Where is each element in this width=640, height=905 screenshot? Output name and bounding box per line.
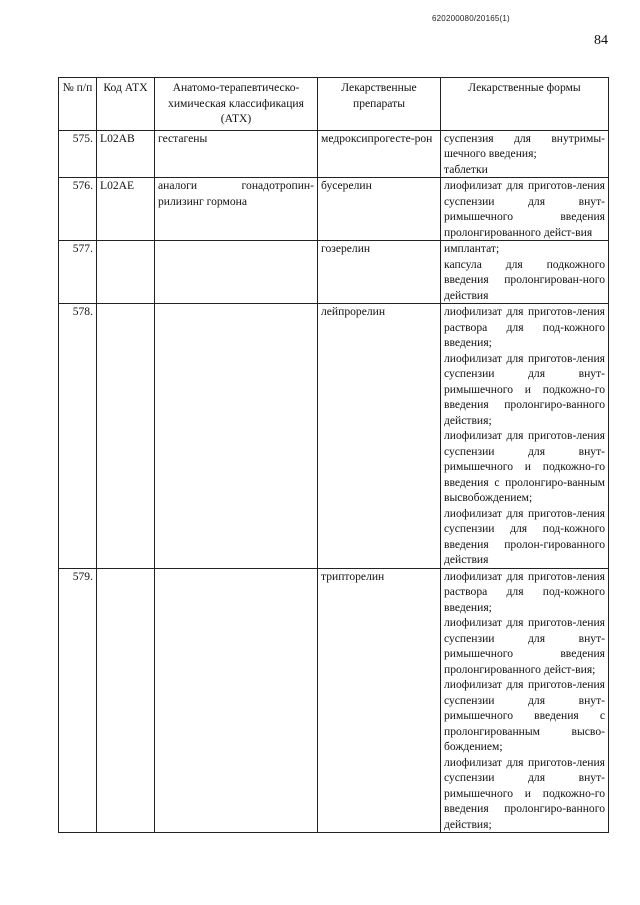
dosage-form-item: имплантат;: [444, 242, 500, 255]
cell-code: [97, 568, 155, 833]
cell-code: L02AE: [97, 178, 155, 241]
cell-classification: [155, 304, 318, 569]
dosage-form-item: лиофилизат для приготов-ления суспензии для внут-римышечного введения с пролонгированным высво-бождением;: [444, 678, 605, 753]
cell-code: L02AB: [97, 130, 155, 178]
cell-num: 576.: [59, 178, 97, 241]
header-classification: Анатомо-терапевтическо-химическая классификация (АТХ): [155, 78, 318, 131]
cell-num: 575.: [59, 130, 97, 178]
header-num: № п/п: [59, 78, 97, 131]
dosage-form-item: суспензия для внутримы-шечного введения;: [444, 131, 605, 160]
cell-classification: [155, 241, 318, 304]
atx-table: [58, 77, 609, 833]
header-code: Код АТХ: [97, 78, 155, 131]
dosage-form-item: лиофилизат для приготов-ления суспензии для внут-римышечного введения пролонгированного дейст-вия: [444, 179, 605, 239]
dosage-form-item: лиофилизат для приготов-ления раствора для под-кожного введения;: [444, 305, 605, 349]
table-row: [59, 304, 609, 569]
table-header-row: [59, 78, 609, 131]
cell-forms: [441, 568, 609, 833]
cell-classification: гестагены: [155, 130, 318, 178]
cell-classification: [155, 568, 318, 833]
cell-drug: бусерелин: [318, 178, 441, 241]
document-id: 620200080/20165(1): [432, 14, 510, 23]
cell-drug: лейпрорелин: [318, 304, 441, 569]
table-row: [59, 241, 609, 304]
page-number: 84: [594, 33, 608, 48]
cell-forms: [441, 241, 609, 304]
dosage-form-item: лиофилизат для приготов-ления суспензии для под-кожного введения пролон-гированного действия: [444, 506, 605, 566]
cell-drug: медроксипрогесте-рон: [318, 130, 441, 178]
dosage-form-item: лиофилизат для приготов-ления суспензии для внут-римышечного введения пролонгированного дейст-вия;: [444, 616, 605, 676]
cell-drug: гозерелин: [318, 241, 441, 304]
table-row: [59, 130, 609, 178]
dosage-form-item: таблетки: [444, 162, 488, 176]
cell-forms: [441, 178, 609, 241]
cell-code: [97, 304, 155, 569]
header-drugs: Лекарственные препараты: [318, 78, 441, 131]
dosage-form-item: лиофилизат для приготов-ления суспензии для внут-римышечного и подкожно-го введения с пролонгиро-ванным высвобождением;: [444, 429, 605, 504]
cell-code: [97, 241, 155, 304]
table-row: [59, 178, 609, 241]
dosage-form-item: лиофилизат для приготов-ления суспензии для внут-римышечного и подкожно-го введения пролонгиро-ванного действия;: [444, 351, 605, 427]
table-row: [59, 568, 609, 833]
cell-num: 578.: [59, 304, 97, 569]
dosage-form-item: капсула для подкожного введения пролонгирован-ного действия: [444, 257, 605, 302]
cell-forms: [441, 304, 609, 569]
cell-num: 577.: [59, 241, 97, 304]
dosage-form-item: лиофилизат для приготов-ления суспензии для внут-римышечного и подкожно-го введения пролонгиро-ванного действия;: [444, 755, 605, 831]
header-forms: Лекарственные формы: [441, 78, 609, 131]
dosage-form-item: лиофилизат для приготов-ления раствора для под-кожного введения;: [444, 569, 605, 614]
cell-num: 579.: [59, 568, 97, 833]
cell-drug: трипторелин: [318, 568, 441, 833]
cell-classification: аналоги гонадотропин-рилизинг гормона: [155, 178, 318, 241]
cell-forms: [441, 130, 609, 178]
